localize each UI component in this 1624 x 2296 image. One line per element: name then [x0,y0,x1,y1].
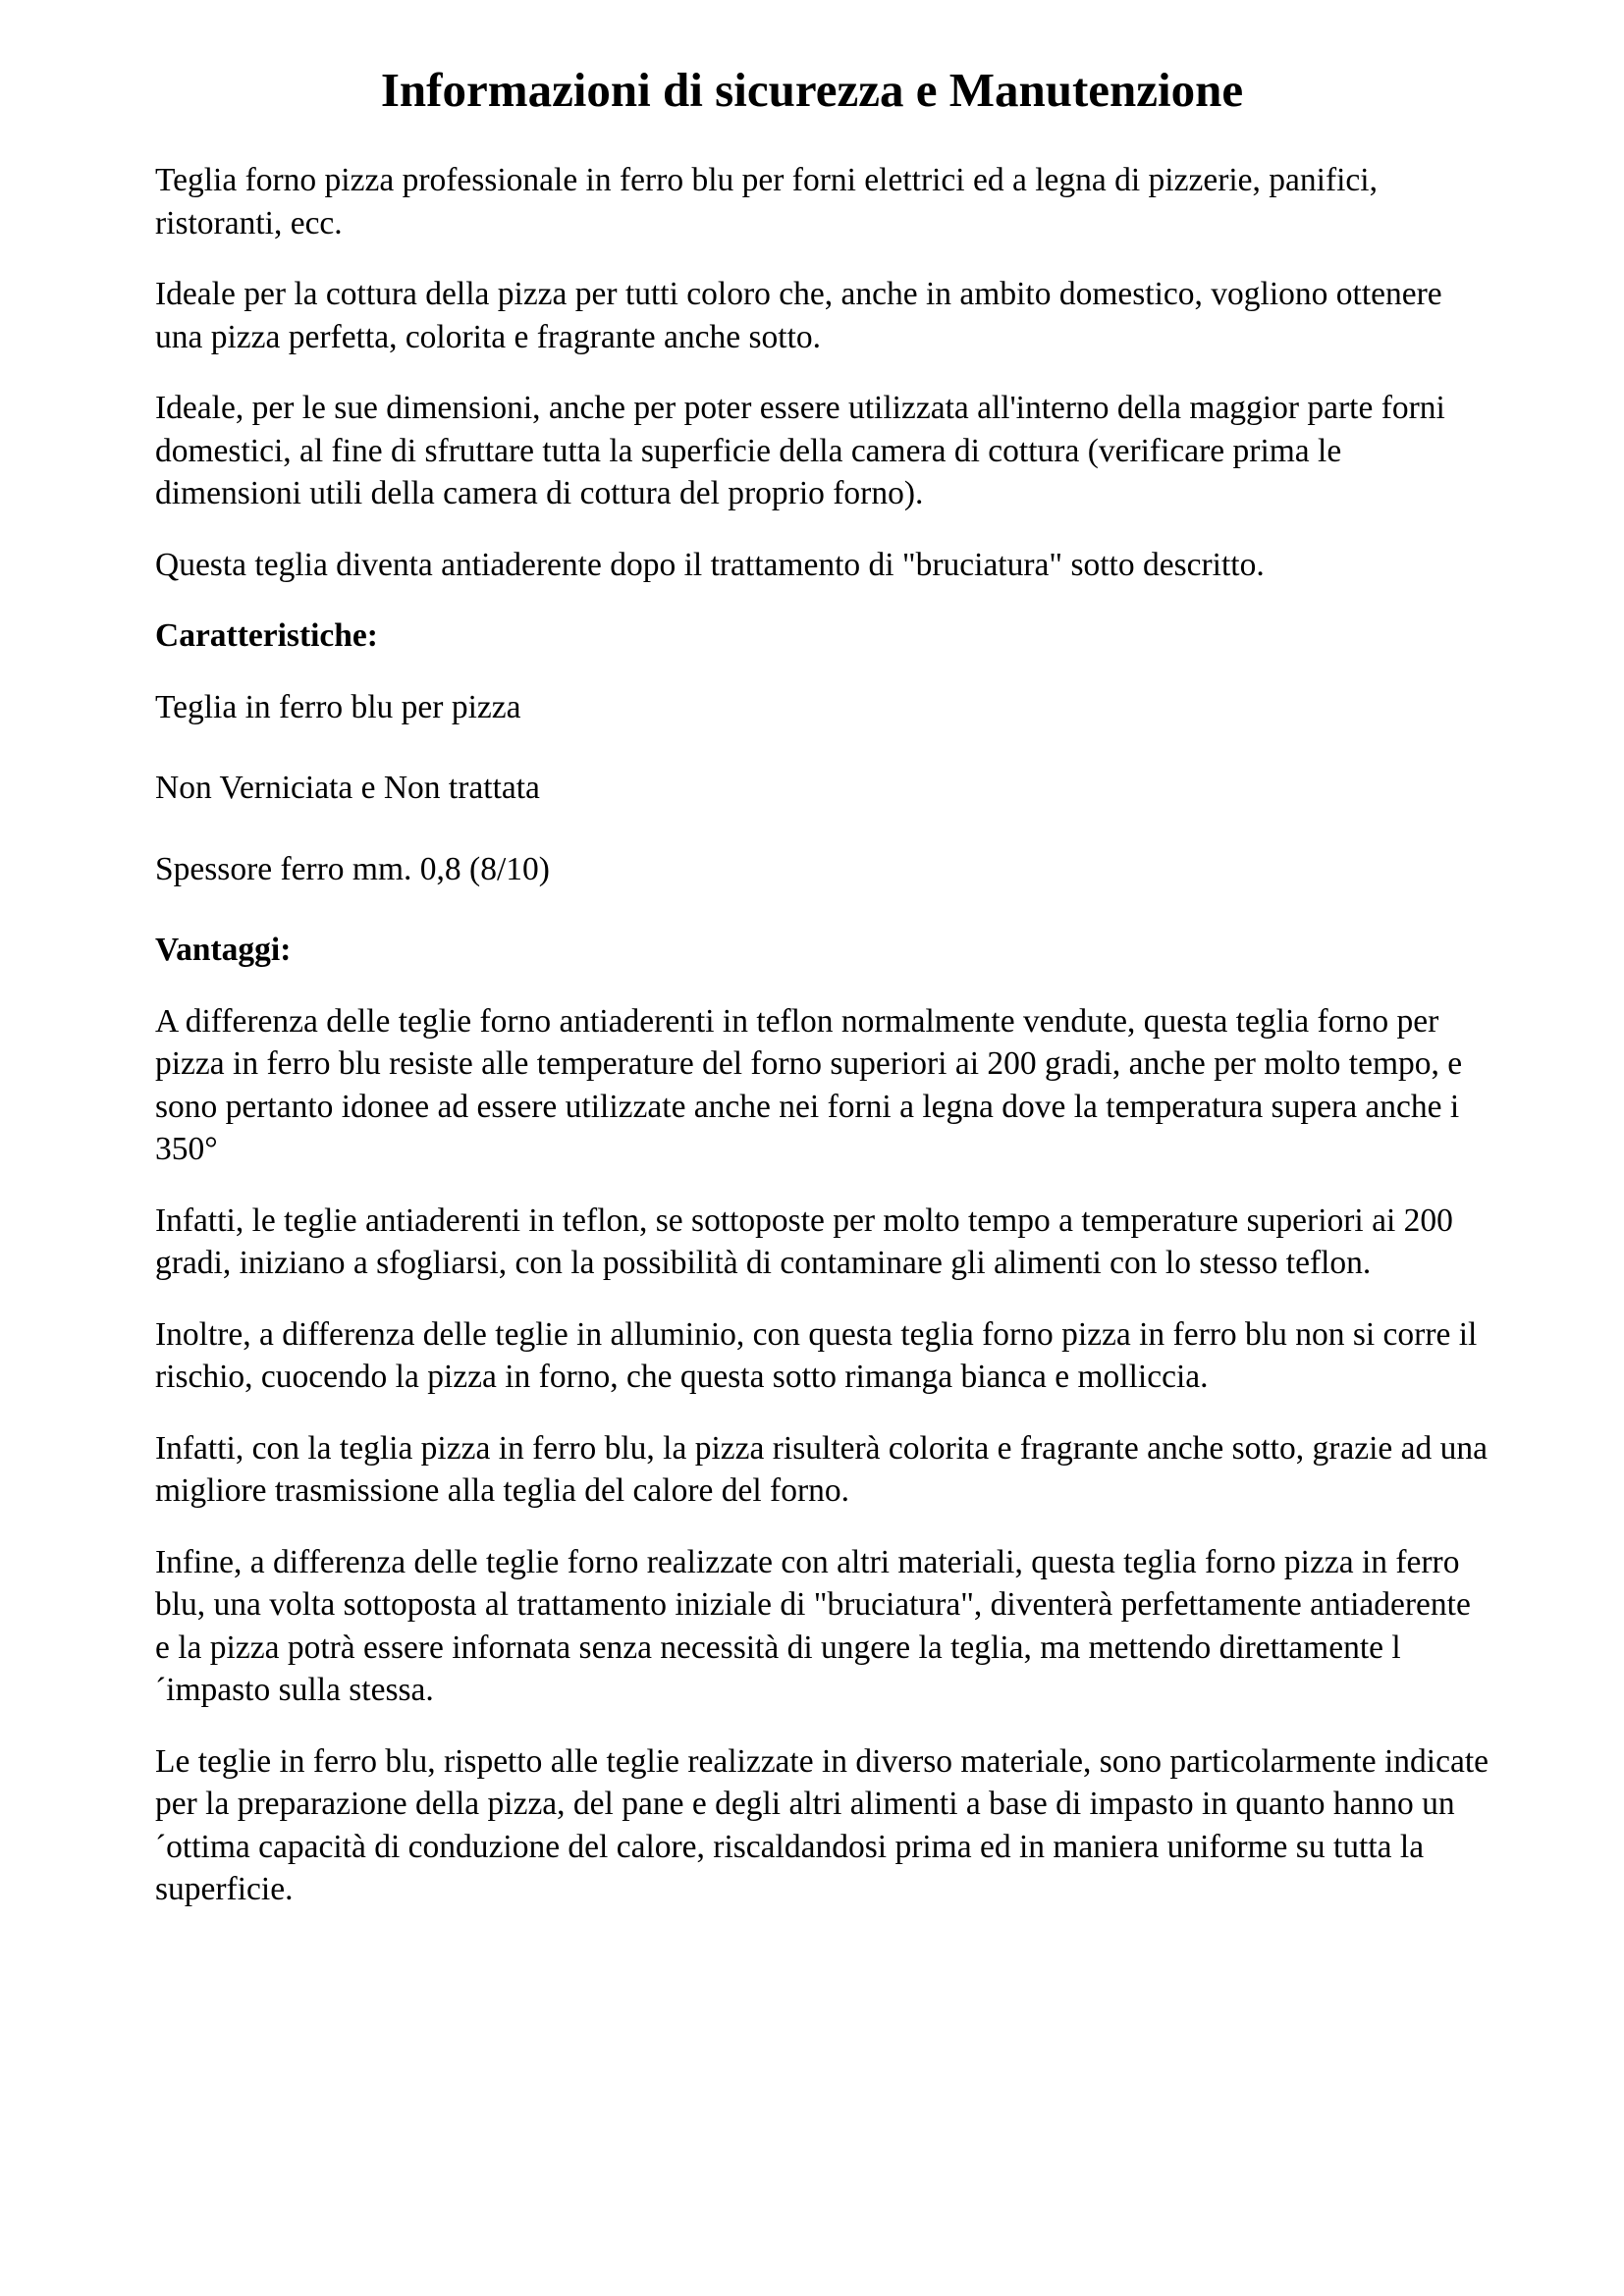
advantages-heading: Vantaggi: [155,932,292,968]
document-body [155,159,1490,1940]
advantage-paragraph: Inoltre, a differenza delle teglie in alluminio, con questa teglia forno pizza in ferro blu non si corre il rischio, cuocendo la pizza in forno, che questa sotto rimanga bianca e molliccia. [155,1315,1478,1395]
advantage-paragraph: Infatti, con la teglia pizza in ferro blu, la pizza risulterà colorita e fragrante anche sotto, grazie ad una migliore trasmissione alla teglia del calore del forno. [155,1429,1489,1509]
intro-paragraph: Ideale per la cottura della pizza per tutti coloro che, anche in ambito domestico, vogliono ottenere una pizza perfetta, colorita e fragrante anche sotto. [155,276,1442,355]
advantage-paragraph: Le teglie in ferro blu, rispetto alle teglie realizzate in diverso materiale, sono particolarmente indicate per la preparazione della pizza, del pane e degli altri alimenti a base di impasto in quanto hanno un´ottima capacità di conduzione del calore, riscaldandosi prima ed in maniera uniforme su tutta la superficie. [155,1742,1489,1907]
advantage-paragraph: A differenza delle teglie forno antiaderenti in teflon normalmente vendute, questa teglia forno per pizza in ferro blu resiste alle temperature del forno superiori ai 200 gradi, anche per molto tempo, e sono pertanto idonee ad essere utilizzate anche nei forni a legna dove la temperatura supera anche i 350° [155,1002,1463,1167]
feature-item: Spessore ferro mm. 0,8 (8/10) [155,850,550,887]
features-heading: Caratteristiche: [155,617,378,654]
page-title: Informazioni di sicurezza e Manutenzione [380,63,1244,117]
advantage-paragraph: Infatti, le teglie antiaderenti in teflon, se sottoposte per molto tempo a temperature superiori ai 200 gradi, iniziano a sfogliarsi, con la possibilità di contaminare gli alimenti con lo stesso teflon. [155,1201,1453,1281]
advantage-paragraph: Infine, a differenza delle teglie forno realizzate con altri materiali, questa teglia forno pizza in ferro blu, una volta sottoposta al trattamento iniziale di "bruciatura", diventerà perfettamente antiaderente e la pizza potrà essere infornata senza necessità di ungere la teglia, ma mettendo direttamente l´impasto sulla stessa. [155,1543,1471,1708]
feature-item: Teglia in ferro blu per pizza [155,688,521,725]
feature-item: Non Verniciata e Non trattata [155,770,540,806]
intro-paragraph: Teglia forno pizza professionale in ferro blu per forni elettrici ed a legna di pizzerie, panifici, ristoranti, ecc. [155,162,1378,241]
intro-paragraph: Ideale, per le sue dimensioni, anche per poter essere utilizzata all'interno della maggior parte forni domestici, al fine di sfruttare tutta la superficie della camera di cottura (verificare prima le dimensioni utili della camera di cottura del proprio forno). [155,390,1445,511]
intro-paragraph: Questa teglia diventa antiaderente dopo il trattamento di "bruciatura" sotto descritto. [155,546,1265,583]
